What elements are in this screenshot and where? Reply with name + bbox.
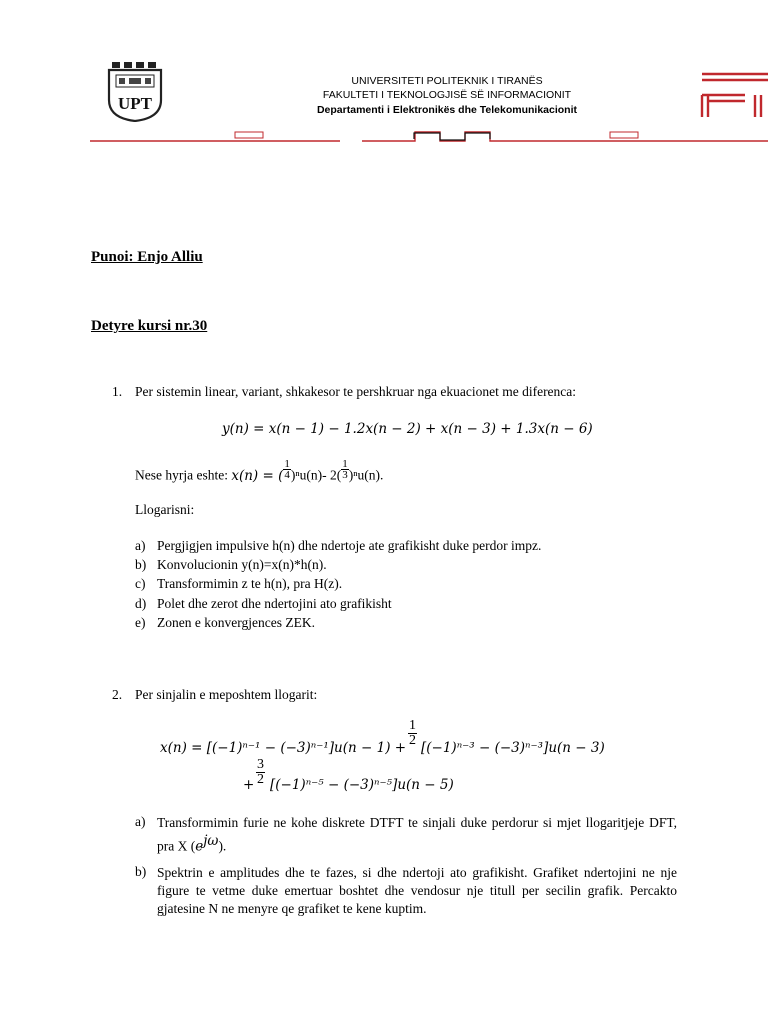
p1-item-letter: e)	[135, 615, 146, 630]
p1-item-text: Zonen e konvergjences ZEK.	[157, 615, 315, 630]
p1-item-text: Transformimin z te h(n), pra H(z).	[157, 576, 343, 591]
input-frac-1: $\frac{1}{4}$	[284, 458, 290, 481]
signal-eq-line2-head: +	[243, 777, 255, 793]
difference-equation: y(n) = x(n − 1) − 1.2x(n − 2) + x(n − 3) + 1.3x(n − 6)	[222, 421, 593, 437]
compute-label: Llogarisni:	[135, 502, 195, 517]
signal-frac-1: $\frac{1}{2}$	[409, 718, 416, 748]
p2-item-letter: a)	[135, 814, 146, 829]
signal-eq-line1-tail: [(−1)ⁿ⁻³ − (−3)ⁿ⁻³]u(n − 3)	[421, 740, 605, 756]
problem2-statement: Per sinjalin e meposhtem llogarit:	[135, 687, 318, 702]
p1-item-letter: c)	[135, 576, 146, 591]
input-signal-line	[135, 458, 384, 487]
signal-frac-2: $\frac{3}{2}$	[257, 757, 264, 787]
upt-logo	[106, 60, 164, 122]
department-name: Departamenti i Elektronikës dhe Telekomunikacionit	[316, 104, 578, 116]
logo-text: UPT	[118, 94, 152, 113]
university-name: UNIVERSITETI POLITEKNIK I TIRANËS	[351, 75, 543, 87]
author-heading: Punoi: Enjo Alliu	[91, 249, 203, 265]
assignment-heading: Detyre kursi nr.30	[91, 318, 208, 334]
p1-item-letter: d)	[135, 596, 147, 611]
signal-eq-line1: x(n) = [(−1)ⁿ⁻¹ − (−3)ⁿ⁻¹]u(n − 1) +	[160, 740, 407, 756]
p2-item-text: Spektrin e amplitudes dhe te fazes, si dhe ndertoji ato grafikisht. Grafiket ndertojini ne nje figure te vetme duke emertuar boshtet dhe vendosur nje titull per secilin grafik. Percakto gjatesine N ne menyre qe grafiket te kene kuptim.	[157, 865, 677, 916]
input-expr-c: )ⁿu(n).	[348, 467, 384, 483]
p2-item-letter: b)	[135, 864, 147, 879]
p1-item-letter: b)	[135, 557, 147, 572]
input-frac-2: $\frac{1}{3}$	[342, 458, 348, 481]
input-expr-a: x(n) = (	[231, 467, 284, 484]
faculty-name: FAKULTETI I TEKNOLOGJISË SË INFORMACIONIT	[322, 89, 572, 101]
input-expr-b: )ⁿu(n)- 2(	[290, 467, 342, 483]
p1-item-text: Konvolucionin y(n)=x(n)*h(n).	[157, 557, 327, 572]
p1-item-letter: a)	[135, 538, 146, 553]
problem1-number: 1.	[112, 384, 123, 399]
input-prefix: Nese hyrja eshte:	[135, 467, 228, 483]
problem2-number: 2.	[112, 687, 123, 702]
signal-eq-line2-tail: [(−1)ⁿ⁻⁵ − (−3)ⁿ⁻⁵]u(n − 5)	[270, 777, 454, 793]
p1-item-text: Pergjigjen impulsive h(n) dhe ndertoje ate grafikisht duke perdor impz.	[157, 538, 542, 553]
p2-item-text: Transformimin furie ne kohe diskrete DTFT te sinjali duke perdorur si mjet llogaritjeje DFT, pra X $(e^{j\omega})$.	[157, 815, 677, 855]
p1-item-text: Polet dhe zerot dhe ndertojini ato grafikisht	[157, 596, 392, 611]
problem1-statement: Per sistemin linear, variant, shkakesor te pershkruar nga ekuacionet me diferenca:	[135, 384, 577, 399]
